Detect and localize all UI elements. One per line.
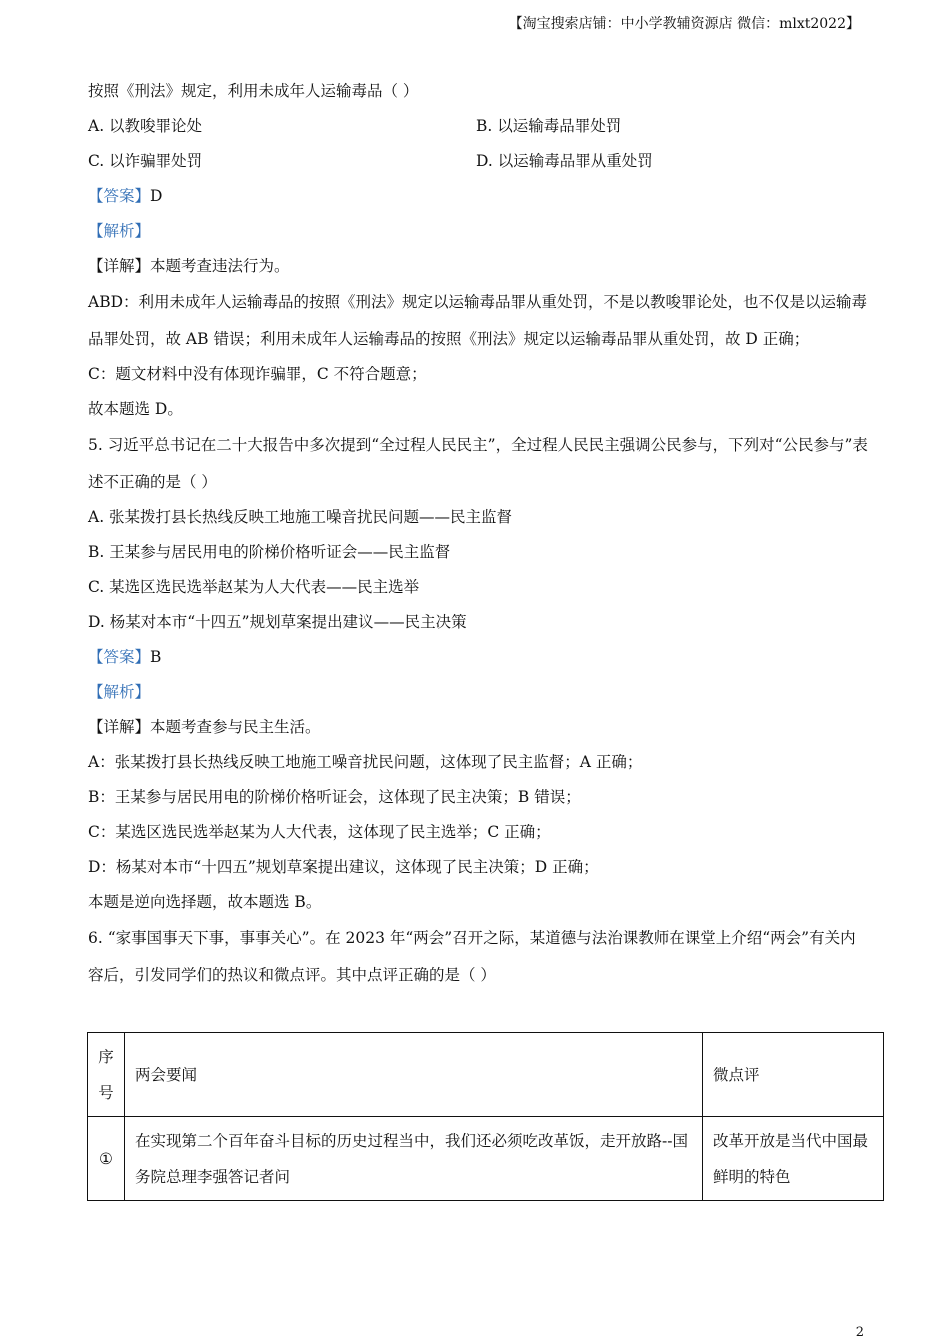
q5-answer-value: B	[150, 648, 162, 666]
q5-detail: 【详解】本题考查参与民主生活。	[88, 718, 321, 736]
answer-tag: 【答案】	[88, 648, 151, 666]
document-body	[88, 74, 868, 993]
q4-conclusion: 故本题选 D。	[88, 400, 183, 418]
table-cell-index: ①	[88, 1117, 125, 1201]
q4-answer-value: D	[150, 187, 163, 205]
q4-analysis-tag: 【解析】	[88, 222, 151, 240]
q5-explanation-b: B：王某参与居民用电的阶梯价格听证会，这体现了民主决策；B 错误；	[88, 788, 581, 806]
q5-explanation-d: D：杨某对本市“十四五”规划草案提出建议，这体现了民主决策；D 正确；	[88, 858, 599, 876]
table-header-news: 两会要闻	[125, 1033, 703, 1117]
q4-detail: 【详解】本题考查违法行为。	[88, 257, 290, 275]
q4-stem: 按照《刑法》规定，利用未成年人运输毒品（ ）	[88, 82, 419, 100]
q6-stem: 6. “家事国事天下事，事事关心”。在 2023 年“两会”召开之际，某道德与法治课教师在课堂上介绍“两会”有关内容后，引发同学们的热议和微点评。其中点评正确的是（ ）	[88, 929, 856, 984]
q5-option-c: C. 某选区选民选举赵某为人大代表——民主选举	[88, 578, 420, 596]
q4-explanation-c: C：题文材料中没有体现诈骗罪，C 不符合题意；	[88, 365, 427, 383]
q4-options-row-1	[88, 109, 868, 144]
q4-option-c: C. 以诈骗罪处罚	[88, 152, 203, 170]
table-cell-comment: 改革开放是当代中国最鲜明的特色	[703, 1117, 884, 1201]
table-header-row	[88, 1033, 884, 1117]
table-cell-news: 在实现第二个百年奋斗目标的历史过程当中，我们还必须吃改革饭，走开放路--国务院总理李强答记者问	[125, 1117, 703, 1201]
q5-stem: 5. 习近平总书记在二十大报告中多次提到“全过程人民民主”，全过程人民民主强调公民参与，下列对“公民参与”表述不正确的是（ ）	[88, 436, 868, 491]
q5-option-b: B. 王某参与居民用电的阶梯价格听证会——民主监督	[88, 543, 451, 561]
table-header-index: 序号	[88, 1033, 125, 1117]
q4-option-d: D. 以运输毒品罪从重处罚	[476, 152, 653, 170]
q5-option-d: D. 杨某对本市“十四五”规划草案提出建议——民主决策	[88, 613, 467, 631]
q4-answer	[88, 179, 868, 214]
table-header-comment: 微点评	[703, 1033, 884, 1117]
page-number: 2	[855, 1325, 864, 1340]
q4-option-a: A. 以教唆罪论处	[88, 117, 203, 135]
answer-tag: 【答案】	[88, 187, 151, 205]
q4-explanation-abd: ABD：利用未成年人运输毒品的按照《刑法》规定以运输毒品罪从重处罚，不是以教唆罪论处，也不仅是以运输毒品罪处罚，故 AB 错误；利用未成年人运输毒品的按照《刑法》规定以运输毒品罪从重处罚，故 D 正确；	[88, 293, 868, 348]
table-row	[88, 1117, 884, 1201]
q5-answer	[88, 640, 868, 675]
q5-conclusion: 本题是逆向选择题，故本题选 B。	[88, 893, 322, 911]
q4-options-row-2	[88, 144, 868, 179]
q5-explanation-a: A：张某拨打县长热线反映工地施工噪音扰民问题，这体现了民主监督；A 正确；	[88, 753, 643, 771]
q5-explanation-c: C：某选区选民选举赵某为人大代表，这体现了民主选举；C 正确；	[88, 823, 551, 841]
q6-table	[87, 1032, 884, 1201]
q5-analysis-tag: 【解析】	[88, 683, 151, 701]
q5-option-a: A. 张某拨打县长热线反映工地施工噪音扰民问题——民主监督	[88, 508, 513, 526]
page-header: 【淘宝搜索店铺：中小学教辅资源店 微信：mlxt2022】	[508, 16, 860, 32]
q4-option-b: B. 以运输毒品罪处罚	[476, 117, 622, 135]
